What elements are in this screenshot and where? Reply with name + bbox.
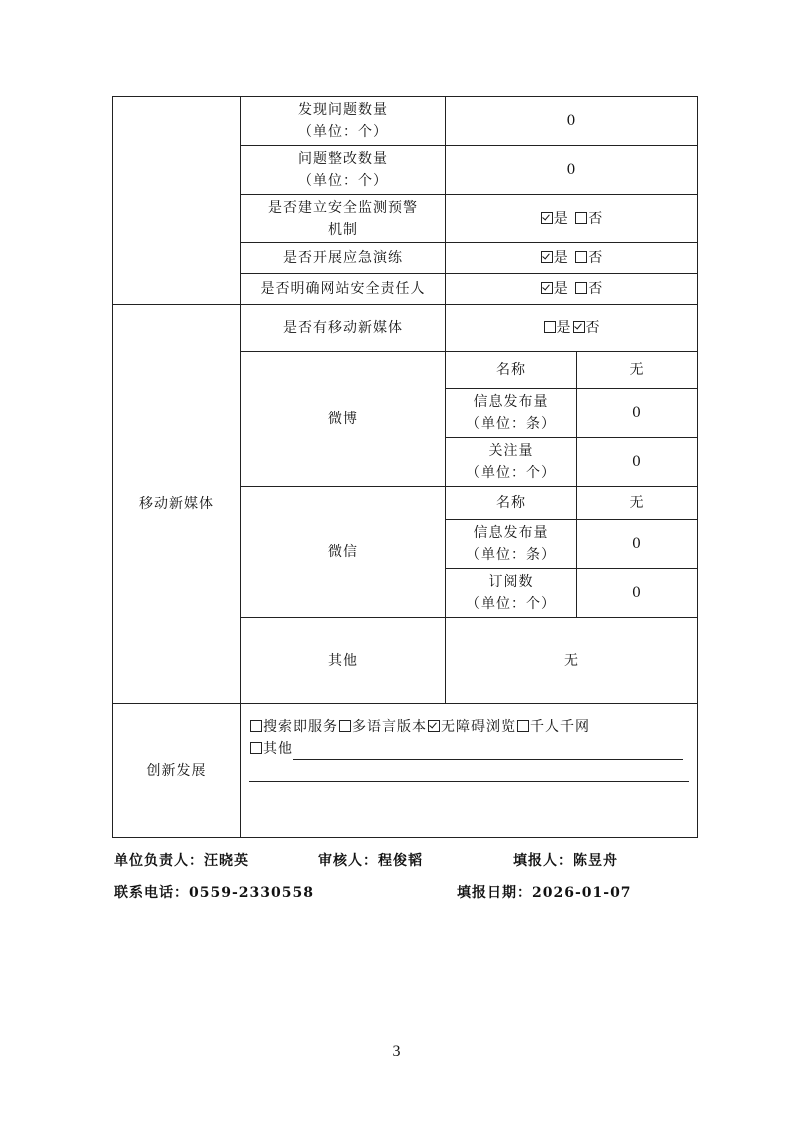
drill-label: 是否开展应急演练 (241, 243, 446, 274)
weibo-posts-value: 0 (577, 389, 698, 438)
drill-value: 是 否 (446, 243, 698, 274)
other-media-value: 无 (446, 618, 698, 704)
filler: 填报人：陈昱舟 (513, 853, 618, 869)
section-label-media: 移动新媒体 (113, 305, 241, 704)
wechat-label: 微信 (241, 487, 446, 618)
section-cell-website (113, 97, 241, 305)
checkbox-monitor-no[interactable] (575, 212, 587, 224)
checkbox-media-yes[interactable] (544, 321, 556, 333)
found-issues-label: 发现问题数量 （单位：个） (241, 97, 446, 146)
weibo-name-value: 无 (577, 352, 698, 389)
weibo-name-label: 名称 (446, 352, 577, 389)
report-table (112, 96, 698, 838)
fixed-issues-value: 0 (446, 146, 698, 195)
wechat-subs-value: 0 (577, 569, 698, 618)
weibo-label: 微博 (241, 352, 446, 487)
reviewer: 审核人：程俊韬 (318, 853, 423, 869)
monitor-label: 是否建立安全监测预警 机制 (241, 195, 446, 243)
wechat-subs-label: 订阅数 （单位：个） (446, 569, 577, 618)
checkbox-thousand[interactable] (517, 720, 529, 732)
other-input-line-2[interactable] (249, 767, 689, 782)
has-media-value: 是 否 (446, 305, 698, 352)
checkbox-monitor-yes[interactable] (541, 212, 553, 224)
checkbox-multilang[interactable] (339, 720, 351, 732)
other-media-label: 其他 (241, 618, 446, 704)
weibo-posts-label: 信息发布量 （单位：条） (446, 389, 577, 438)
checkbox-owner-yes[interactable] (541, 282, 553, 294)
owner-value: 是 否 (446, 274, 698, 305)
checkbox-drill-yes[interactable] (541, 251, 553, 263)
contact-phone: 联系电话：0559-2330558 (114, 885, 314, 901)
checkbox-search[interactable] (250, 720, 262, 732)
checkbox-owner-no[interactable] (575, 282, 587, 294)
fixed-issues-label: 问题整改数量 （单位：个） (241, 146, 446, 195)
section-label-innovation: 创新发展 (113, 704, 241, 838)
weibo-follow-value: 0 (577, 438, 698, 487)
weibo-follow-label: 关注量 （单位：个） (446, 438, 577, 487)
wechat-name-value: 无 (577, 487, 698, 520)
wechat-posts-value: 0 (577, 520, 698, 569)
owner-label: 是否明确网站安全责任人 (241, 274, 446, 305)
checkbox-other[interactable] (250, 742, 262, 754)
checkbox-drill-no[interactable] (575, 251, 587, 263)
found-issues-value: 0 (446, 97, 698, 146)
page-number: 3 (392, 1043, 401, 1060)
fill-date: 填报日期：2026-01-07 (457, 885, 632, 901)
innovation-options: 搜索即服务 多语言版本 无障碍浏览 千人千网 其他 (241, 704, 698, 838)
wechat-posts-label: 信息发布量 （单位：条） (446, 520, 577, 569)
checkbox-media-no[interactable] (573, 321, 585, 333)
other-input-line-1[interactable] (293, 745, 683, 760)
unit-head: 单位负责人：汪晓英 (114, 853, 249, 869)
has-media-label: 是否有移动新媒体 (241, 305, 446, 352)
checkbox-accessible[interactable] (428, 720, 440, 732)
wechat-name-label: 名称 (446, 487, 577, 520)
monitor-value: 是 否 (446, 195, 698, 243)
